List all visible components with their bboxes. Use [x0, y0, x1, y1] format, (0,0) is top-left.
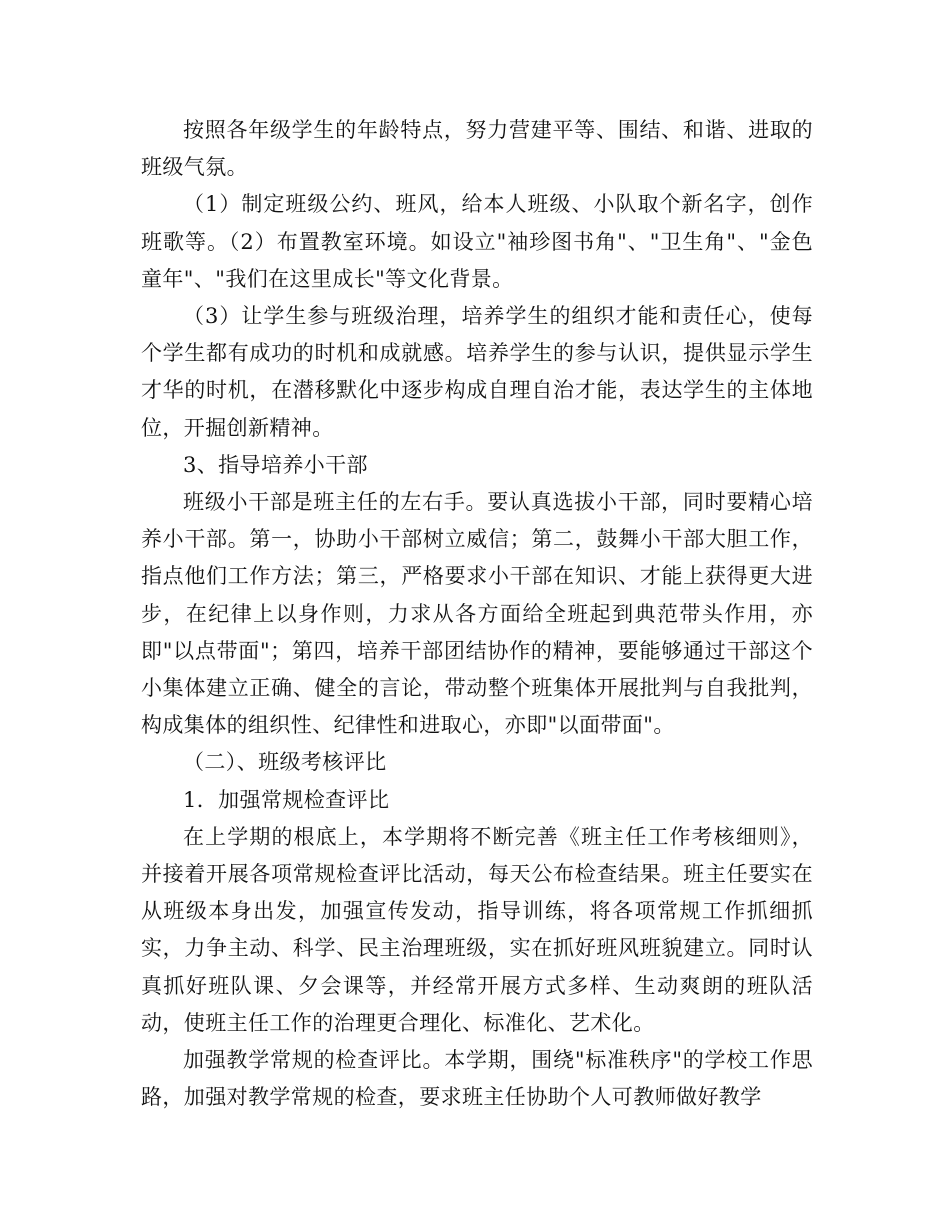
paragraph-atmosphere: 按照各年级学生的年龄特点，努力营建平等、围结、和谐、进取的班级气氛。 — [141, 118, 813, 180]
paragraph-class-convention: （1）制定班级公约、班风，给本人班级、小队取个新名字，创作班歌等。（2）布置教室环境。如设立"袖珍图书角"、"卫生角"、"金色童年"、"我们在这里成长"等文化背景。 — [141, 192, 813, 291]
heading-train-cadres: 3、指导培养小干部 — [183, 452, 368, 477]
paragraph-teaching-inspection: 加强教学常规的检查评比。本学期，围绕"标准秩序"的学校工作思路，加强对教学常规的检查，要求班主任协助个人可教师做好教学 — [141, 1048, 813, 1110]
paragraph-cadres: 班级小干部是班主任的左右手。要认真选拔小干部，同时要精心培养小干部。第一，协助小干部树立威信；第二，鼓舞小干部大胆工作，指点他们工作方法；第三，严格要求小干部在知识、才能上获得更大进步，在纪律上以身作则，力求从各方面给全班起到典范带头作用，亦即"以点带面"；第四，培养干部团结协作的精神，要能够通过干部这个小集体建立正确、健全的言论，带动整个班集体开展批判与自我批判，构成集体的组织性、纪律性和进取心，亦即"以面带面"。 — [141, 490, 813, 738]
heading-routine-inspection: 1．加强常规检查评比 — [183, 787, 390, 812]
heading-class-assessment: （二）、班级考核评比 — [183, 750, 387, 775]
document-body — [141, 112, 813, 1116]
paragraph-student-management: （3）让学生参与班级治理，培养学生的组织才能和责任心，使每个学生都有成功的时机和成就感。培养学生的参与认识，提供显示学生才华的时机，在潜移默化中逐步构成自理自治才能，表达学生的主体地位，开掘创新精神。 — [141, 304, 813, 440]
paragraph-routine-inspection: 在上学期的根底上，本学期将不断完善《班主任工作考核细则》，并接着开展各项常规检查评比活动，每天公布检查结果。班主任要实在从班级本身出发，加强宣传发动，指导训练，将各项常规工作抓细抓实，力争主动、科学、民主治理班级，实在抓好班风班貌建立。同时认真抓好班队课、夕会课等，并经常开展方式多样、生动爽朗的班队活动，使班主任工作的治理更合理化、标准化、艺术化。 — [141, 824, 813, 1035]
